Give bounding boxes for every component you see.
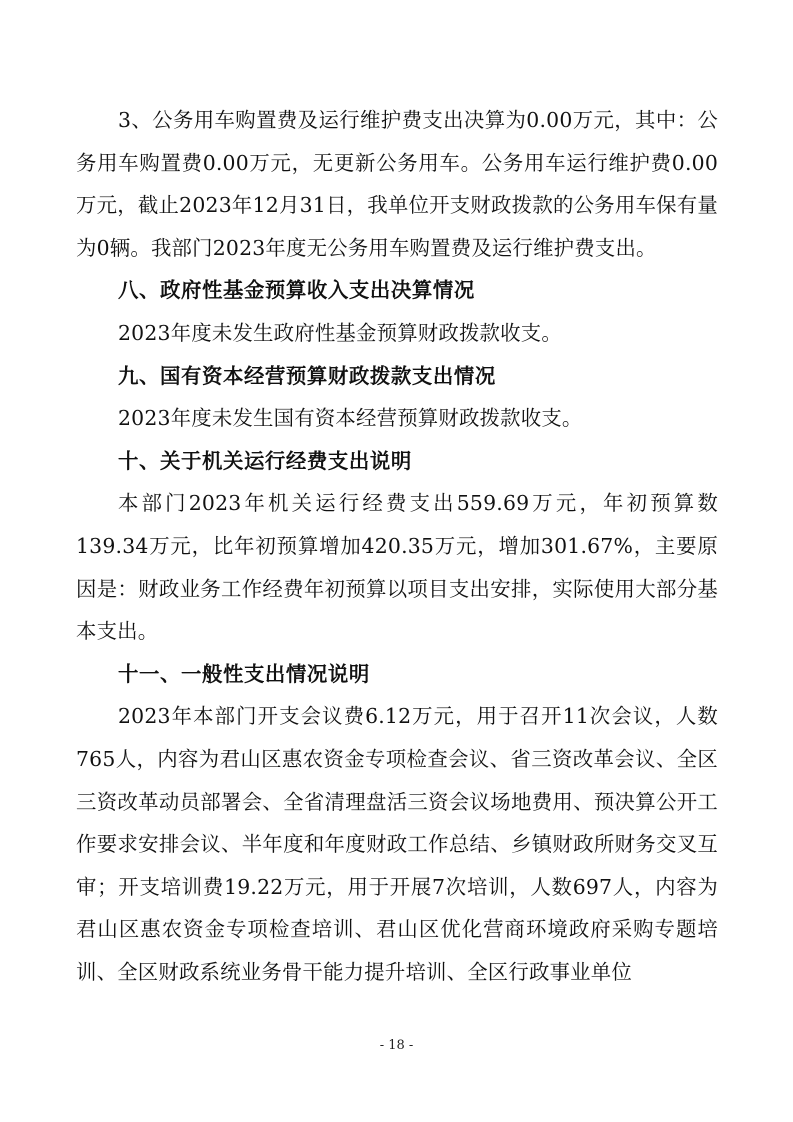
section-heading-state-capital: 九、国有资本经营预算财政拨款支出情况 (118, 363, 496, 388)
paragraph-operating-expenses: 本部门2023年机关运行经费支出559.69万元，年初预算数139.34万元，比年初预算增加420.35万元，增加301.67%，主要原因是：财政业务工作经费年初预算以项目支出安排，实际使用大部分基本支出。 (76, 491, 718, 644)
paragraph-vehicle-expenses: 3、公务用车购置费及运行维护费支出决算为0.00万元，其中：公务用车购置费0.00万元，无更新公务用车。公务用车运行维护费0.00万元，截止2023年12月31日，我单位开支财政拨款的公务用车保有量为0辆。我部门2023年度无公务用车购置费及运行维护费支出。 (76, 108, 718, 260)
section-heading-operating-expenses: 十、关于机关运行经费支出说明 (118, 448, 412, 473)
page-number: - 18 - (379, 1038, 414, 1053)
section-heading-general-expenses: 十一、一般性支出情况说明 (118, 661, 370, 686)
paragraph-state-capital: 2023年度未发生国有资本经营预算财政拨款收支。 (118, 406, 583, 431)
paragraph-government-funds: 2023年度未发生政府性基金预算财政拨款收支。 (118, 320, 562, 345)
document-body (76, 99, 718, 993)
section-heading-government-funds: 八、政府性基金预算收入支出决算情况 (118, 278, 475, 303)
paragraph-general-expenses: 2023年本部门开支会议费6.12万元，用于召开11次会议，人数765人，内容为君山区惠农资金专项检查会议、省三资改革会议、全区三资改革动员部署会、全省清理盘活三资会议场地费用、预决算公开工作要求安排会议、半年度和年度财政工作总结、乡镇财政所财务交叉互审；开支培训费19.22万元，用于开展7次培训，人数697人，内容为君山区惠农资金专项检查培训、君山区优化营商环境政府采购专题培训、全区财政系统业务骨干能力提升培训、全区行政事业单位 (76, 704, 718, 984)
